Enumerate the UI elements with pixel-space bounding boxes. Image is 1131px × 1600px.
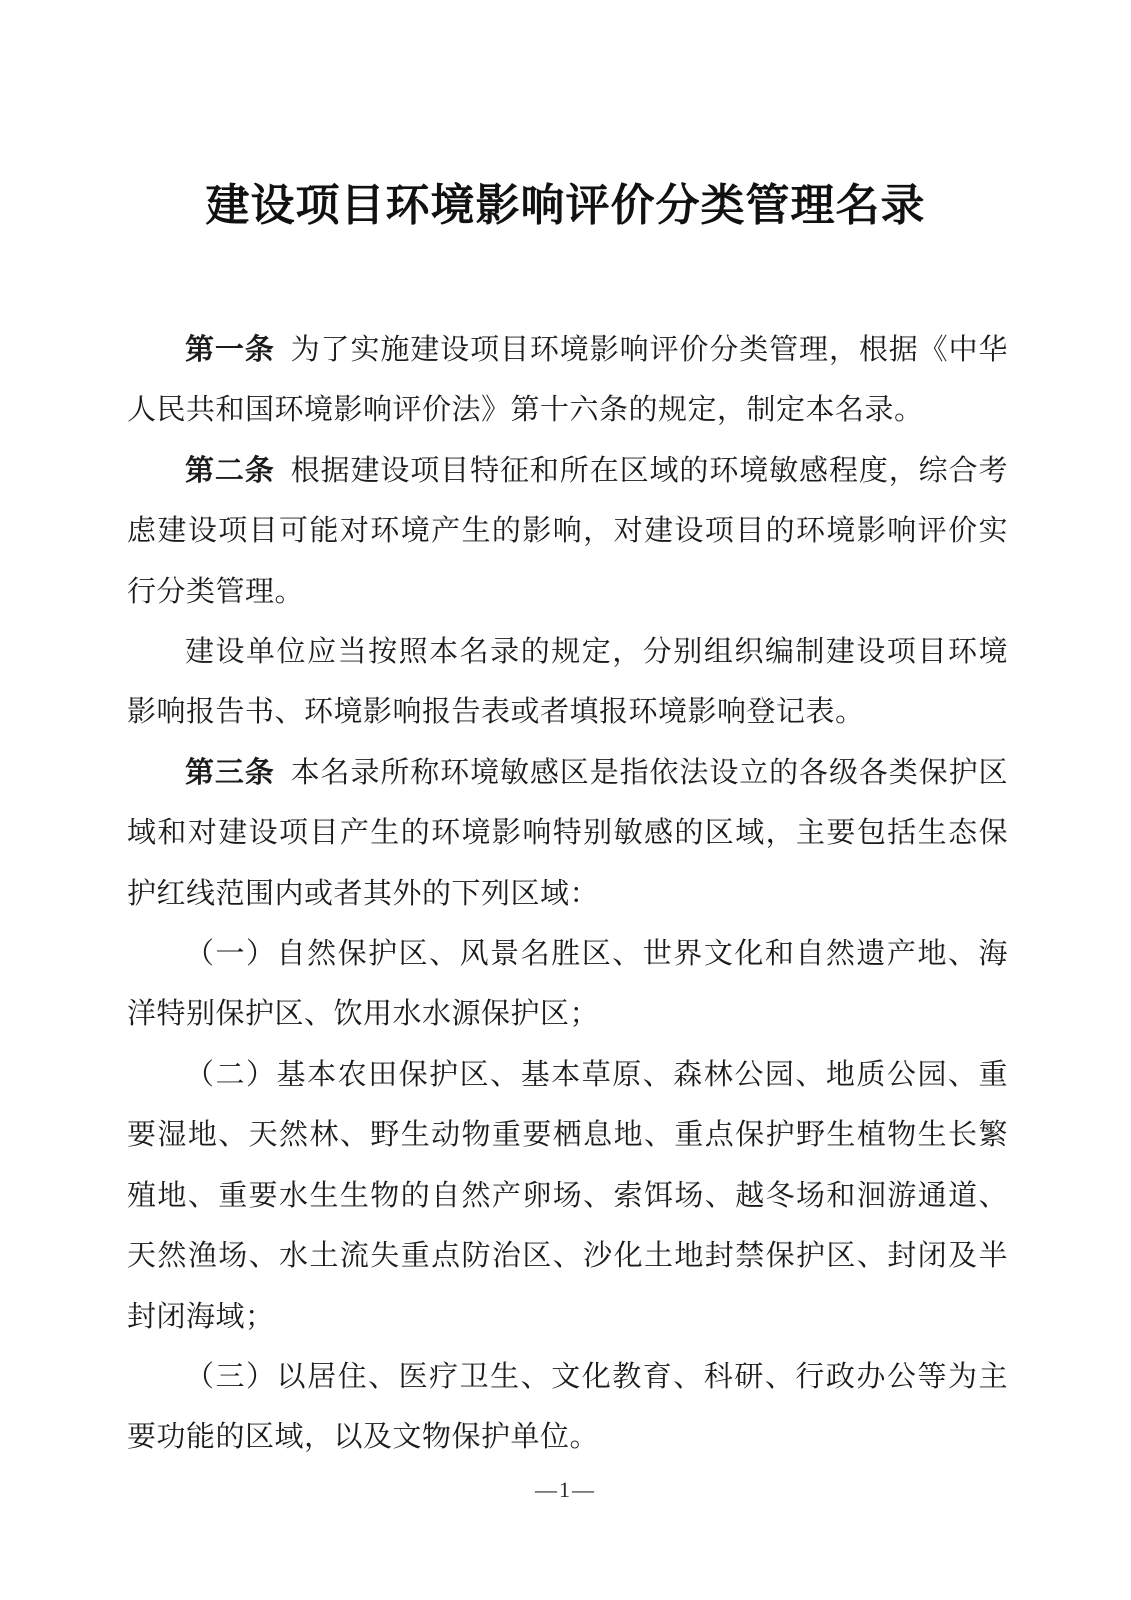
item-2-text: （二）基本农田保护区、基本草原、森林公园、地质公园、重要湿地、天然林、野生动物重要栖息地、重点保护野生植物生长繁殖地、重要水生生物的自然产卵场、索饵场、越冬场和洄游通道、天然渔场、水土流失重点防治区、沙化土地封禁保护区、封闭及半封闭海域； <box>127 1058 1008 1333</box>
paragraph-article-1 <box>127 320 1008 441</box>
article-2-number: 第二条 <box>185 454 275 487</box>
document-body <box>127 320 1008 1468</box>
article-3-text: 本名录所称环境敏感区是指依法设立的各级各类保护区域和对建设项目产生的环境影响特别敏感的区域，主要包括生态保护红线范围内或者其外的下列区域： <box>127 756 1008 910</box>
article-2-text: 根据建设项目特征和所在区域的环境敏感程度，综合考虑建设项目可能对环境产生的影响，对建设项目的环境影响评价实行分类管理。 <box>127 454 1008 608</box>
article-3-number: 第三条 <box>185 756 275 789</box>
paragraph-article-2 <box>127 441 1008 622</box>
item-3-text: （三）以居住、医疗卫生、文化教育、科研、行政办公等为主要功能的区域，以及文物保护单位。 <box>127 1360 1008 1454</box>
paragraph-item-1 <box>127 924 1008 1045</box>
document-title: 建设项目环境影响评价分类管理名录 <box>205 181 926 230</box>
paragraph-article-2-continuation <box>127 622 1008 743</box>
item-1-text: （一）自然保护区、风景名胜区、世界文化和自然遗产地、海洋特别保护区、饮用水水源保护区； <box>127 938 1008 1031</box>
paragraph-article-3 <box>127 743 1008 924</box>
article-1-number: 第一条 <box>185 334 275 366</box>
article-1-text: 为了实施建设项目环境影响评价分类管理，根据《中华人民共和国环境影响评价法》第十六条的规定，制定本名录。 <box>127 334 1008 427</box>
paragraph-item-3 <box>127 1347 1008 1468</box>
paragraph-item-2 <box>127 1045 1008 1347</box>
page-number: —1— <box>535 1477 596 1502</box>
article-2b-text: 建设单位应当按照本名录的规定，分别组织编制建设项目环境影响报告书、环境影响报告表或者填报环境影响登记表。 <box>127 636 1008 729</box>
